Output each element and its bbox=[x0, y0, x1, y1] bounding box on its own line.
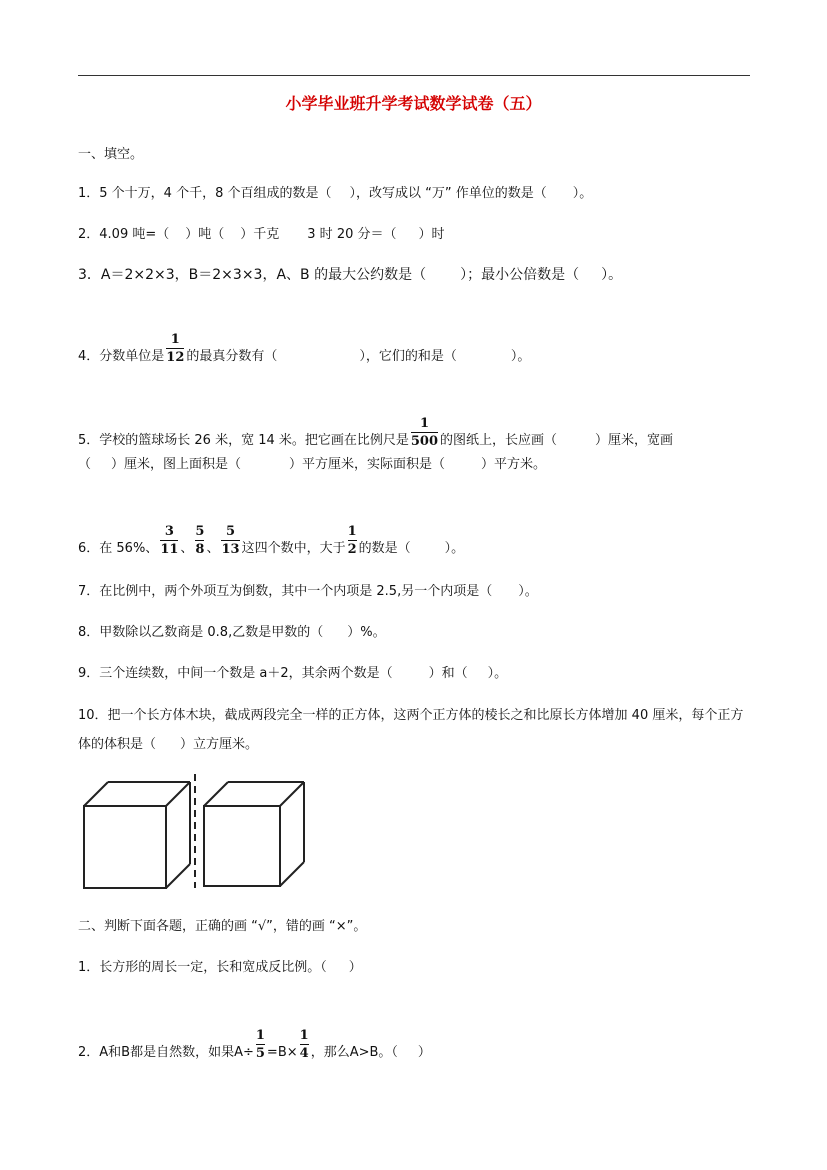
q8-text-a: 8．甲数除以乙数商是 0.8,乙数是甲数的（ bbox=[78, 625, 324, 640]
question-5-line-2 bbox=[78, 456, 546, 474]
q4-text-d: ）。 bbox=[510, 349, 531, 364]
q9-text-c: ）。 bbox=[487, 666, 508, 681]
j2-text-c: ，那么A>B。（ bbox=[310, 1045, 398, 1060]
q9-text-a: 9．三个连续数，中间一个数是 a＋2，其余两个数是（ bbox=[78, 666, 393, 681]
q4-text-c: ），它们的和是（ bbox=[359, 349, 457, 364]
q1-text-b: ），改写成以 “万” 作单位的数是（ bbox=[349, 186, 547, 201]
q7-text-b: ）。 bbox=[518, 584, 538, 599]
judge-1 bbox=[78, 959, 362, 977]
q5-text-b: 的图纸上，长应画（ bbox=[440, 433, 558, 448]
q6-text-c: 的数是（ bbox=[358, 541, 411, 556]
q1-text-a: 1．5 个十万，4 个千，8 个百组成的数是（ bbox=[78, 186, 332, 201]
j2-text-b: =B× bbox=[266, 1045, 298, 1060]
cube-icon-left bbox=[84, 782, 190, 888]
q7-text-a: 7．在比例中，两个外项互为倒数，其中一个内项是 2.5,另一个内项是（ bbox=[78, 584, 493, 599]
q5-fraction: $\frac{1}{500}$ bbox=[410, 416, 439, 449]
j2-fraction-1: $\frac{1}{5}$ bbox=[255, 1028, 265, 1061]
question-6: 6．在 56%、 $\frac{3}{11}$ 、 $\frac{5}{8}$ 、 $\frac{5}{13}$ 这四个数中，大于 $\frac{1}{2}$ 的数是（ ）。 bbox=[78, 524, 465, 557]
q5-text-d: （ bbox=[78, 457, 92, 472]
q2-text-a: 2．4.09 吨=（ bbox=[78, 227, 170, 242]
question-1 bbox=[78, 185, 592, 203]
j2-text-d: ） bbox=[417, 1045, 431, 1060]
question-7 bbox=[78, 583, 538, 601]
q9-text-b: ）和（ bbox=[428, 666, 468, 681]
q5-text-a: 5．学校的篮球场长 26 米，宽 14 米。把它画在比例尺是 bbox=[78, 433, 409, 448]
question-2 bbox=[78, 226, 445, 244]
q4-text-a: 4．分数单位是 bbox=[78, 349, 165, 364]
q5-text-c: ）厘米，宽画 bbox=[595, 433, 674, 448]
header-rule bbox=[78, 75, 750, 76]
question-3 bbox=[78, 266, 622, 284]
q4-fraction: $\frac{1}{12}$ bbox=[166, 332, 185, 365]
q10-text-a: 10．把一个长方体木块，截成两段完全一样的正方体，这两个正方体的棱长之和比原长方体增加 40 厘米，每个正方体的体积是（ bbox=[78, 708, 744, 752]
j2-fraction-2: $\frac{1}{4}$ bbox=[299, 1028, 309, 1061]
q3-text-a: 3．A＝2×2×3，B＝2×3×3，A、B 的最大公约数是（ bbox=[78, 267, 427, 283]
q8-text-b: ）%。 bbox=[347, 625, 386, 640]
q5-text-f: ）平方厘米，实际面积是（ bbox=[289, 457, 446, 472]
cube-icon-right bbox=[204, 782, 304, 886]
q1-text-c: ）。 bbox=[572, 186, 593, 201]
j1-text-a: 1．长方形的周长一定，长和宽成反比例。（ bbox=[78, 960, 327, 975]
q3-text-c: ）。 bbox=[601, 267, 623, 283]
question-5-line-1 bbox=[78, 416, 674, 457]
q2-text-b: ）吨（ bbox=[185, 227, 225, 242]
page-title: 小学毕业班升学考试数学试卷（五） bbox=[285, 94, 542, 113]
q2-text-e: ）时 bbox=[418, 227, 445, 242]
q6-fraction-3: $\frac{5}{13}$ bbox=[221, 524, 240, 557]
q6-text-b: 这四个数中，大于 bbox=[241, 541, 346, 556]
q6-fraction-2: $\frac{5}{8}$ bbox=[195, 524, 205, 557]
q2-text-c: ）千克 bbox=[240, 227, 280, 242]
q6-fraction-1: $\frac{3}{11}$ bbox=[160, 524, 179, 557]
q5-text-g: ）平方米。 bbox=[481, 457, 547, 472]
q10-text-b: ）立方厘米。 bbox=[180, 737, 259, 752]
q4-text-b: 的最真分数有（ bbox=[186, 349, 278, 364]
j1-text-b: ） bbox=[348, 960, 362, 975]
judge-2 bbox=[78, 1028, 431, 1069]
section-2-heading: 二、判断下面各题，正确的画 “√”，错的画 “×”。 bbox=[78, 919, 367, 934]
question-9 bbox=[78, 665, 507, 683]
two-cubes-figure bbox=[78, 770, 318, 890]
q2-text-d: 3 时 20 分＝（ bbox=[307, 227, 397, 242]
q5-text-e: ）厘米，图上面积是（ bbox=[111, 457, 242, 472]
q3-text-b: ）；最小公倍数是（ bbox=[460, 267, 580, 283]
q6-text-a: 6．在 56%、 bbox=[78, 541, 159, 556]
j2-text-a: 2．A和B都是自然数，如果A÷ bbox=[78, 1045, 254, 1060]
question-8 bbox=[78, 624, 386, 642]
section-1-heading: 一、填空。 bbox=[78, 147, 144, 162]
q6-text-d: ）。 bbox=[444, 541, 465, 556]
question-10 bbox=[78, 701, 750, 759]
q6-fraction-4: $\frac{1}{2}$ bbox=[347, 524, 357, 557]
question-4 bbox=[78, 332, 531, 373]
